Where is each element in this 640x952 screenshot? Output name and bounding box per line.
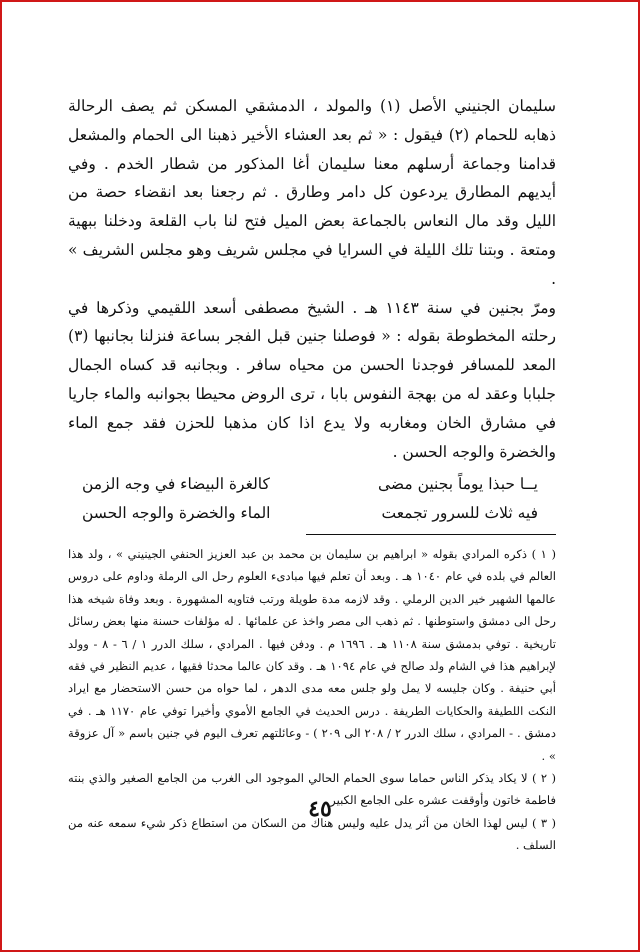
poem-first-hemistich: يــا حبذا يوماً بجنين مضى [377, 475, 538, 494]
body-paragraph-2: ومرّ بجنين في سنة ١١٤٣ هـ . الشيخ مصطفى أسعد اللقيمي وذكرها في رحلته المخطوطة بقوله : « فوصلنا جنين قبل الفجر بساعة فنزلنا بجانبها (٣) المعد للمسافر فوجدنا الحسن من محياه سافر . وبجانبه قد كساه الجمال جلبابا وعقد له من بهجة النفوس بابا ، ترى الروض محيطا بجوانبه والماء جاريا في مشارق الخان ومغاربه ولا يدع اذا كان مذهبا للحزن فقد جمع الماء والخضرة والوجه الحسن . [68, 298, 556, 461]
poem-second-hemistich: كالغرة البيضاء في وجه الزمن [82, 475, 270, 494]
footnote-3: ( ٣ ) ليس لهذا الخان من أثر يدل عليه وليس هناك من السكان من استطاع ذكر شيء سمعه عنه من السلف . [68, 815, 556, 853]
poem-second-hemistich: الماء والخضرة والوجه الحسن [82, 504, 271, 523]
page-number: ٤٥ [308, 796, 332, 822]
poem-verse-2 [68, 499, 556, 528]
poem [68, 470, 556, 528]
footnote-separator [306, 534, 556, 535]
poem-verse-1 [68, 470, 556, 499]
footnote-2: ( ٢ ) لا يكاد يذكر الناس حماما سوى الحمام الحالي الموجود الى الغرب من الجامع الصغير والذي بنته فاطمة خاتون وأوقفت عشره على الجامع الكبير . [68, 771, 556, 808]
poem-first-hemistich: فيه ثلاث للسرور تجمعت [381, 504, 538, 523]
book-page [68, 92, 556, 857]
footnote-1: ( ١ ) ذكره المرادي بقوله « ابراهيم بن سليمان بن محمد بن عبد العزيز الحنفي الجينيني » ، ولد هذا العالم في بلده في عام ١٠٤٠ هـ . وبعد أن تعلم فيها مبادىء العلوم رحل الى الرملة وداوم على دروس عالمها الشهير خير الدين الرملي . وقد لازمه مدة طويلة ورتب فتاويه المشهورة . وبعد وفاة شيخه هذا رحل الى دمشق واستوطنها . ثم ذهب الى مصر واخذ عن علمائها . له مؤلفات حسنة منها بعض رسائل تاريخية . توفي بدمشق سنة ١١٠٨ هـ . ١٦٩٦ م . ودفن فيها . المرادي ، سلك الدرر ١ / ٦ - ٨ - وولد لإبراهيم هذا في الشام ولد صالح في عام ١٠٩٤ هـ . وقد كان عالما محدثا فقيها ، عديم النظير في فقه أبي حنيفة . وكان جليسه لا يمل ولو جلس معه مدى الدهر ، لما حواه من حسن الاستحضار مع ايراد النكت اللطيفة والحكايات الطريفة . درس الحديث في الجامع الأموي وأخيرا توفي عام ١١٧٠ هـ . في دمشق . - المرادي ، سلك الدرر ٢ / ٢٠٨ الى ٢٠٩ ) - وعائلتهم تعرف اليوم في جنين باسم « آل عزوقة » . [68, 546, 556, 763]
body-paragraph-1: سليمان الجنيني الأصل (١) والمولد ، الدمشقي المسكن ثم يصف الرحالة ذهابه للحمام (٢) فيقول : « ثم بعد العشاء الأخير ذهبنا الى الحمام والمشعل قدامنا وجماعة أرسلهم معنا سليمان أغا المذكور من شطار الخدم . وفي أيديهم المطارق يردعون كل دامر وطارق . ثم رجعنا بعد انقضاء حصة من الليل وقد مال النعاس بالجماعة بعض الميل فتح لنا باب القلعة ودخلنا ببهية ومتعة . وبتنا تلك الليلة في السرايا في مجلس شريف وهو مجلس الشريف » . [68, 97, 556, 288]
